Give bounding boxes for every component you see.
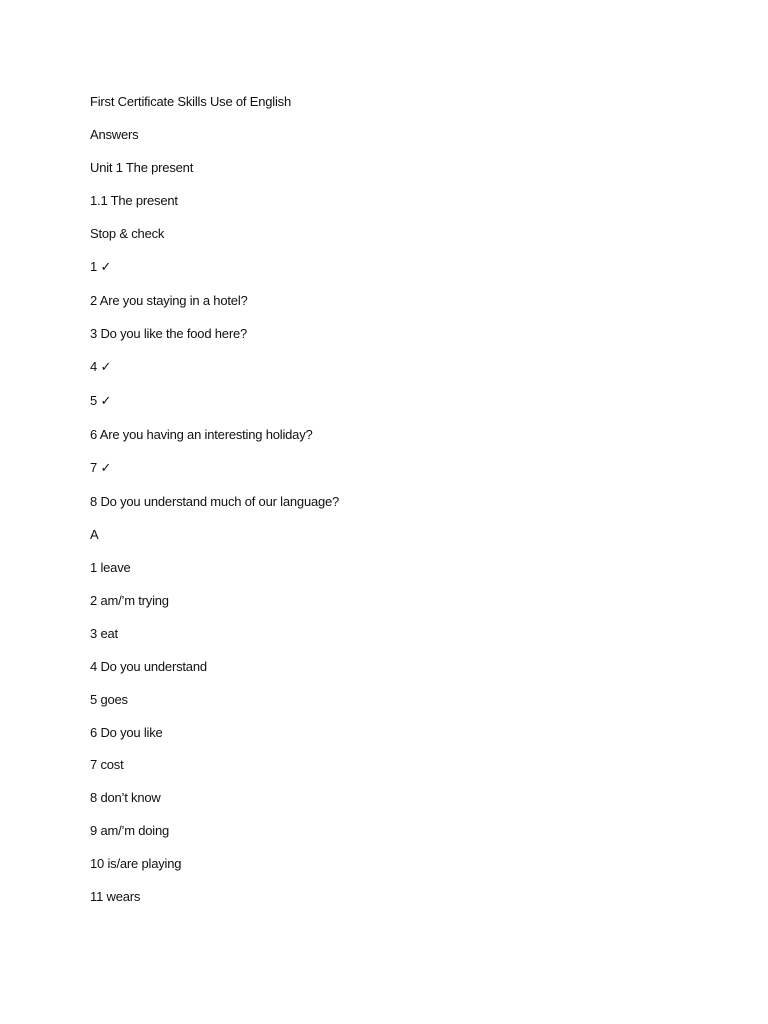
- answer-line: 7 cost: [90, 757, 124, 772]
- subsection-heading: 1.1 The present: [90, 193, 178, 208]
- answer-line: 3 eat: [90, 626, 118, 641]
- answer-line: 5 goes: [90, 692, 128, 707]
- answer-line: 8 don’t know: [90, 790, 161, 805]
- answer-line: 4 Do you understand: [90, 659, 207, 674]
- answer-line: 2 am/’m trying: [90, 593, 169, 608]
- answer-line: 6 Do you like: [90, 725, 163, 740]
- answer-line: 9 am/’m doing: [90, 823, 170, 838]
- answer-line: 1 ✓: [90, 259, 112, 274]
- answer-line: 5 ✓: [90, 393, 112, 408]
- answer-line: 8 Do you understand much of our language?: [90, 494, 340, 509]
- answer-line: 1 leave: [90, 560, 131, 575]
- section-heading: Answers: [90, 127, 139, 142]
- answer-line: 10 is/are playing: [90, 856, 182, 871]
- exercise-heading: A: [90, 527, 99, 542]
- document-title: First Certificate Skills Use of English: [90, 94, 291, 109]
- answer-line: 3 Do you like the food here?: [90, 326, 248, 341]
- unit-heading: Unit 1 The present: [90, 160, 194, 175]
- answer-line: 2 Are you staying in a hotel?: [90, 293, 248, 308]
- answer-line: 7 ✓: [90, 460, 112, 475]
- exercise-heading: Stop & check: [90, 226, 165, 241]
- answer-line: 6 Are you having an interesting holiday?: [90, 427, 313, 442]
- answer-line: 4 ✓: [90, 359, 112, 374]
- answer-line: 11 wears: [90, 889, 141, 904]
